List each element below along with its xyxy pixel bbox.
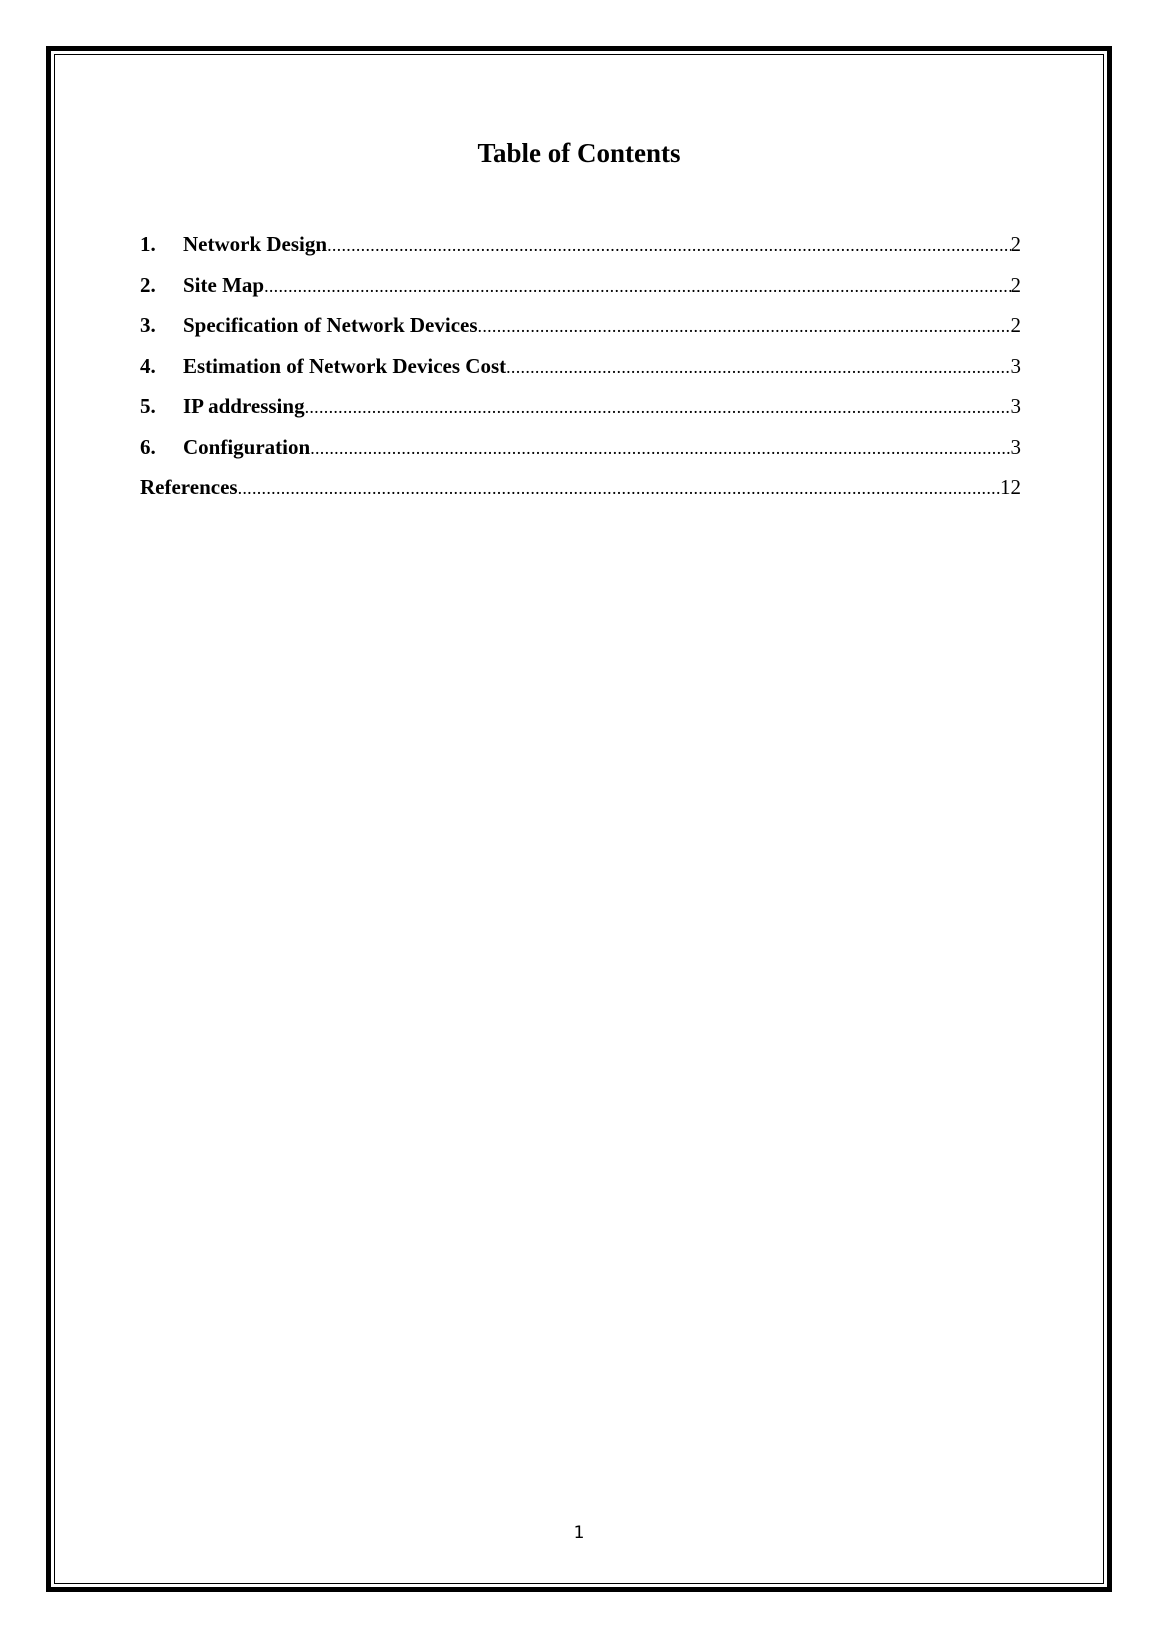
toc-entry-label: Estimation of Network Devices Cost: [183, 353, 507, 378]
toc-entry-label: IP addressing: [183, 394, 305, 418]
toc-dot-leader: [506, 351, 1010, 383]
toc-entry-specification[interactable]: [140, 309, 1021, 350]
toc-list: [140, 228, 1021, 512]
toc-entry-cost-estimation[interactable]: [140, 350, 1021, 391]
toc-entry-page: 2: [1010, 313, 1021, 337]
toc-entry-number: 4.: [140, 353, 156, 378]
toc-title: Table of Contents: [477, 138, 681, 168]
toc-entry-number: 5.: [140, 394, 156, 418]
toc-entry-references[interactable]: [140, 471, 1021, 512]
toc-entry-page: 2: [1010, 232, 1021, 256]
toc-dot-leader: [478, 310, 1011, 342]
page-number: 1: [573, 1523, 585, 1543]
toc-dot-leader: [264, 270, 1010, 302]
toc-entry-label: Network Design: [183, 232, 328, 256]
toc-entry-label: Configuration: [183, 434, 311, 459]
toc-dot-leader: [327, 229, 1010, 261]
toc-dot-leader: [305, 391, 1011, 423]
toc-entry-page: 3: [1010, 394, 1021, 418]
toc-entry-number: 6.: [140, 434, 156, 459]
toc-entry-page: 3: [1010, 434, 1021, 459]
toc-entry-configuration[interactable]: [140, 431, 1021, 472]
toc-entry-ip-addressing[interactable]: [140, 390, 1021, 431]
toc-entry-number: 2.: [140, 272, 156, 297]
toc-dot-leader: [238, 472, 1000, 504]
toc-entry-site-map[interactable]: [140, 269, 1021, 310]
toc-entry-network-design[interactable]: [140, 228, 1021, 269]
toc-entry-number: 1.: [140, 232, 156, 256]
toc-entry-number: 3.: [140, 313, 156, 337]
toc-entry-page: 12: [1000, 475, 1021, 499]
toc-entry-label: References: [140, 475, 238, 499]
toc-dot-leader: [310, 432, 1010, 464]
toc-entry-page: 2: [1010, 272, 1021, 297]
toc-entry-label: Site Map: [183, 272, 265, 297]
toc-entry-label: Specification of Network Devices: [183, 313, 478, 337]
toc-entry-page: 3: [1010, 353, 1021, 378]
